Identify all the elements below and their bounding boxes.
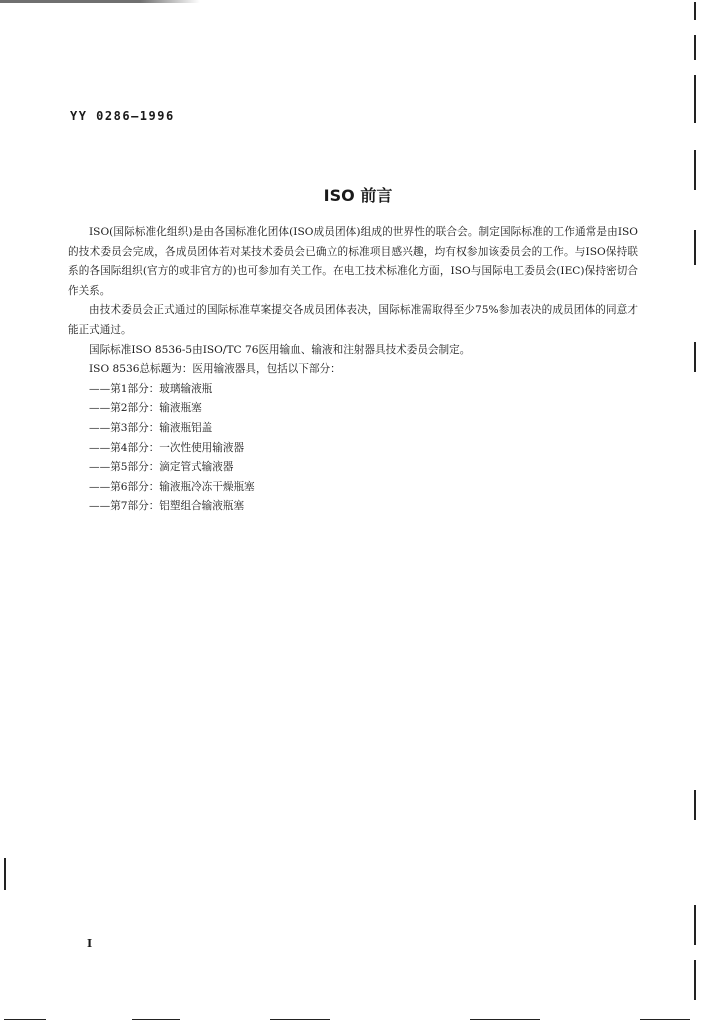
page-number: I — [87, 937, 93, 950]
scan-edge-line — [694, 75, 696, 123]
parts-list — [68, 380, 638, 517]
scan-edge-line — [694, 150, 696, 190]
scan-edge-line — [694, 230, 696, 265]
scan-bottom-rule — [640, 1019, 690, 1020]
scan-edge-line — [694, 35, 696, 60]
document-body — [68, 223, 638, 517]
paragraph-standard-origin: 国际标准ISO 8536-5由ISO/TC 76医用输血、输液和注射器具技术委员会制定。 — [89, 343, 471, 356]
scan-edge-line — [4, 858, 6, 890]
scan-edge-line — [694, 2, 696, 20]
list-item: ——第5部分：滴定管式输液器 — [89, 461, 234, 474]
paragraph-iso-intro: ISO(国际标准化组织)是由各国标准化团体(ISO成员团体)组成的世界性的联合会。制定国际标准的工作通常是由ISO的技术委员会完成，各成员团体若对某技术委员会已确立的标准项目感兴趣，均有权参加该委员会的工作。与ISO保持联系的各国际组织(官方的或非官方的)也可参加有关工作。在电工技术标准化方面，ISO与国际电工委员会(IEC)保持密切合作关系。 — [68, 226, 638, 297]
scan-edge-line — [694, 342, 696, 372]
scan-bottom-rule — [132, 1019, 180, 1020]
page-title: ISO 前言 — [323, 186, 393, 205]
list-item: ——第6部分：输液瓶冷冻干燥瓶塞 — [89, 480, 255, 493]
scan-edge-line — [694, 960, 696, 1000]
list-item: ——第2部分：输液瓶塞 — [89, 402, 202, 415]
standard-code: YY 0286—1996 — [70, 109, 175, 123]
scan-edge-line — [694, 790, 696, 820]
paragraph-series-title: ISO 8536总标题为：医用输液器具，包括以下部分： — [89, 363, 341, 376]
scan-edge-line — [694, 905, 696, 945]
scan-bottom-rule — [270, 1019, 330, 1020]
scan-bottom-rule — [470, 1019, 540, 1020]
list-item: ——第4部分：一次性使用输液器 — [89, 441, 245, 454]
list-item: ——第1部分：玻璃输液瓶 — [89, 382, 213, 395]
list-item: ——第7部分：铝塑组合输液瓶塞 — [89, 500, 245, 513]
scan-bottom-rule — [4, 1019, 46, 1020]
scan-artifact-top — [0, 0, 200, 3]
list-item: ——第3部分：输液瓶铝盖 — [89, 421, 213, 434]
paragraph-voting: 由技术委员会正式通过的国际标准草案提交各成员团体表决，国际标准需取得至少75%参加表决的成员团体的同意才能正式通过。 — [68, 304, 638, 336]
